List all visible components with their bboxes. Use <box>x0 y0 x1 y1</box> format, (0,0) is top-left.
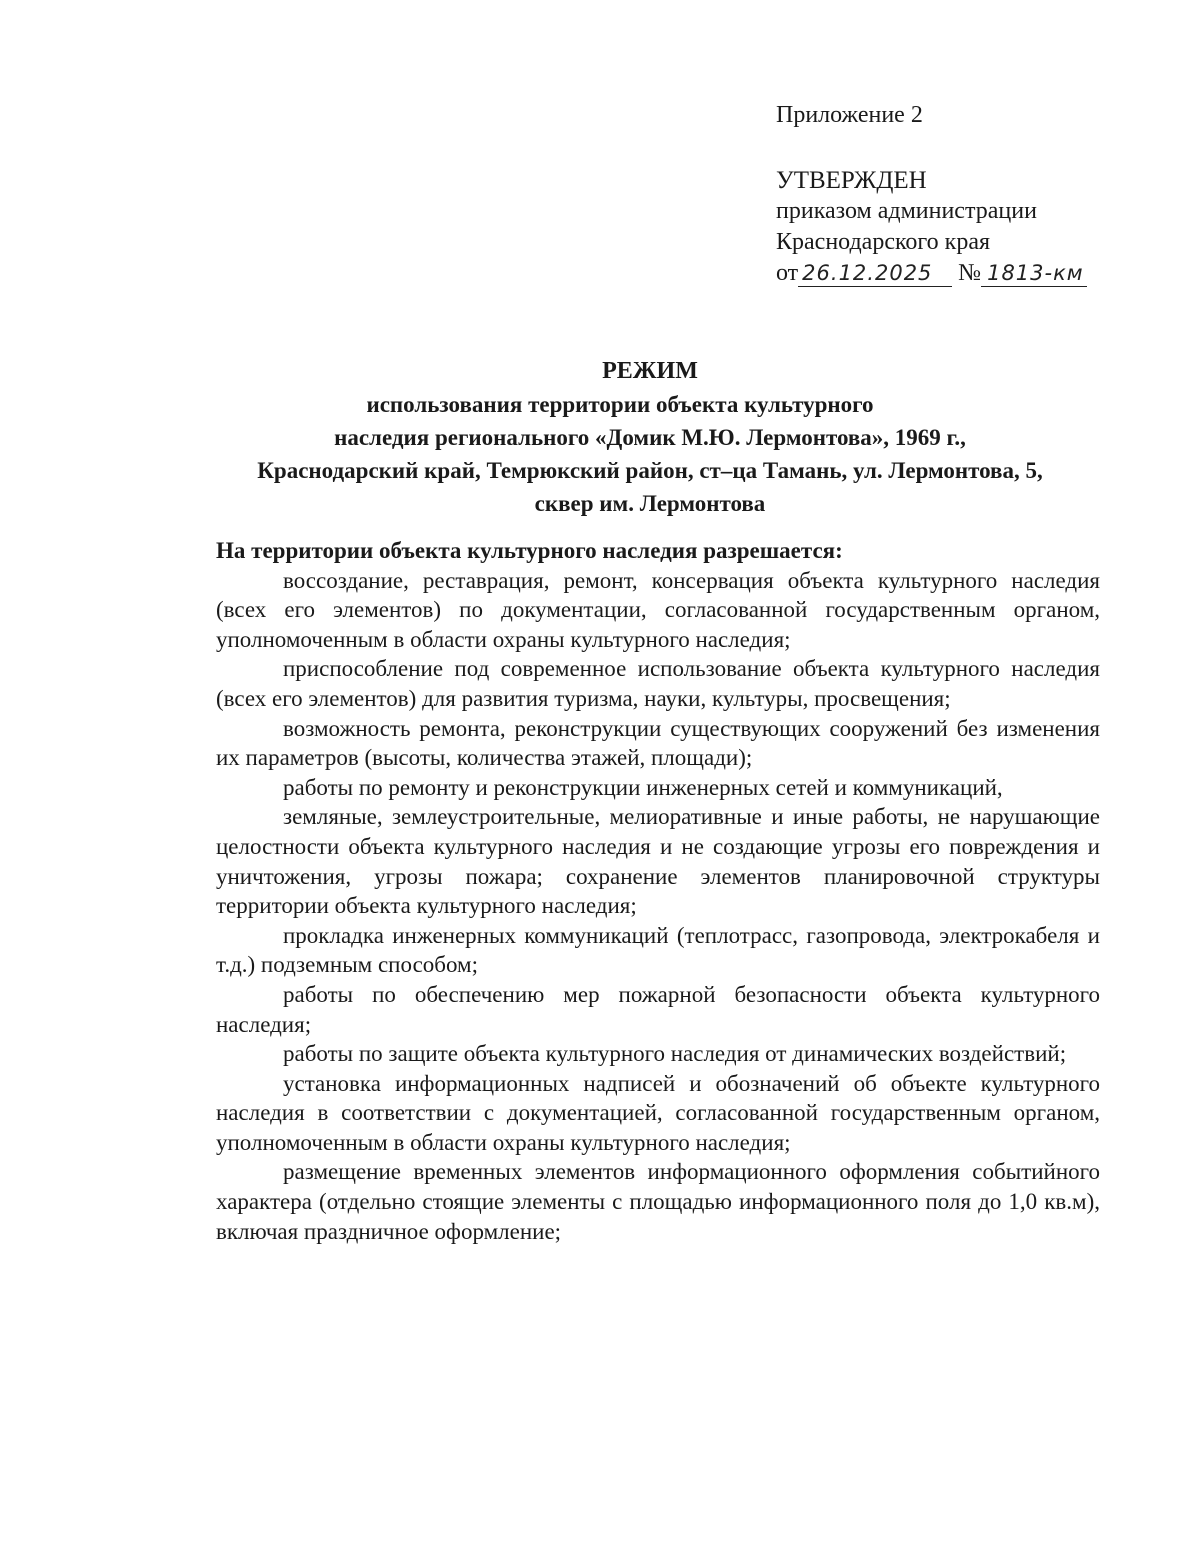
list-item: приспособление под современное использование объекта культурного наследия (всех его элементов) для развития туризма, науки, культуры, просвещения; <box>216 656 1100 711</box>
document-body <box>216 536 1100 1246</box>
title-line-regime: РЕЖИМ <box>602 358 698 384</box>
approval-line-2: Краснодарского края <box>776 229 991 255</box>
list-item: работы по обеспечению мер пожарной безопасности объекта культурного наследия; <box>216 981 1100 1037</box>
list-item: работы по защите объекта культурного наследия от динамических воздействий; <box>283 1041 1067 1067</box>
list-item: работы по ремонту и реконструкции инженерных сетей и коммуникаций, <box>283 774 1003 800</box>
title-line-1: использования территории объекта культурного <box>366 392 874 417</box>
list-item: воссоздание, реставрация, ремонт, консервация объекта культурного наследия (всех его элементов) по документации, согласованной государственным органом, уполномоченным в области охраны культурного наследия; <box>216 567 1100 652</box>
number-label: № <box>958 260 982 286</box>
approved-label: УТВЕРЖДЕН <box>776 167 927 194</box>
list-item: размещение временных элементов информационного оформления событийного характера (отдельно стоящие элементы с площадью информационного поля до 1,0 кв.м), включая праздничное оформление; <box>216 1159 1100 1244</box>
title-line-4: сквер им. Лермонтова <box>534 491 766 516</box>
list-item: возможность ремонта, реконструкции существующих сооружений без изменения их параметров (высоты, количества этажей, площади); <box>216 715 1100 771</box>
order-date-field <box>798 260 952 287</box>
approval-block <box>776 100 1087 289</box>
section-heading: На территории объекта культурного наследия разрешается: <box>216 538 843 563</box>
order-date-handwritten: 26.12.2025 <box>802 261 933 285</box>
list-item: установка информационных надписей и обозначений об объекте культурного наследия в соответствии с документацией, согласованной государственным органом, уполномоченным в области охраны культурного наследия; <box>216 1070 1100 1155</box>
appendix-label: Приложение 2 <box>776 102 923 128</box>
list-item: прокладка инженерных коммуникаций (теплотрасс, газопровода, электрокабеля и т.д.) подземным способом; <box>216 922 1100 978</box>
order-number-handwritten: 1813-км <box>987 261 1084 285</box>
approval-line-1: приказом администрации <box>776 198 1037 224</box>
list-item: земляные, землеустроительные, мелиоративные и иные работы, не нарушающие целостности объекта культурного наследия и не создающие угрозы его повреждения и уничтожения, угрозы пожара; сохранение элементов планировочной структуры территории объекта культурного наследия; <box>216 804 1100 919</box>
from-label: от <box>776 260 799 286</box>
document-title <box>200 355 1100 520</box>
order-line <box>776 258 1087 289</box>
title-line-2: наследия регионального «Домик М.Ю. Лермонтова», 1969 г., <box>334 425 966 450</box>
title-line-3: Краснодарский край, Темрюкский район, ст–ца Тамань, ул. Лермонтова, 5, <box>257 458 1043 483</box>
order-number-field <box>981 260 1087 287</box>
